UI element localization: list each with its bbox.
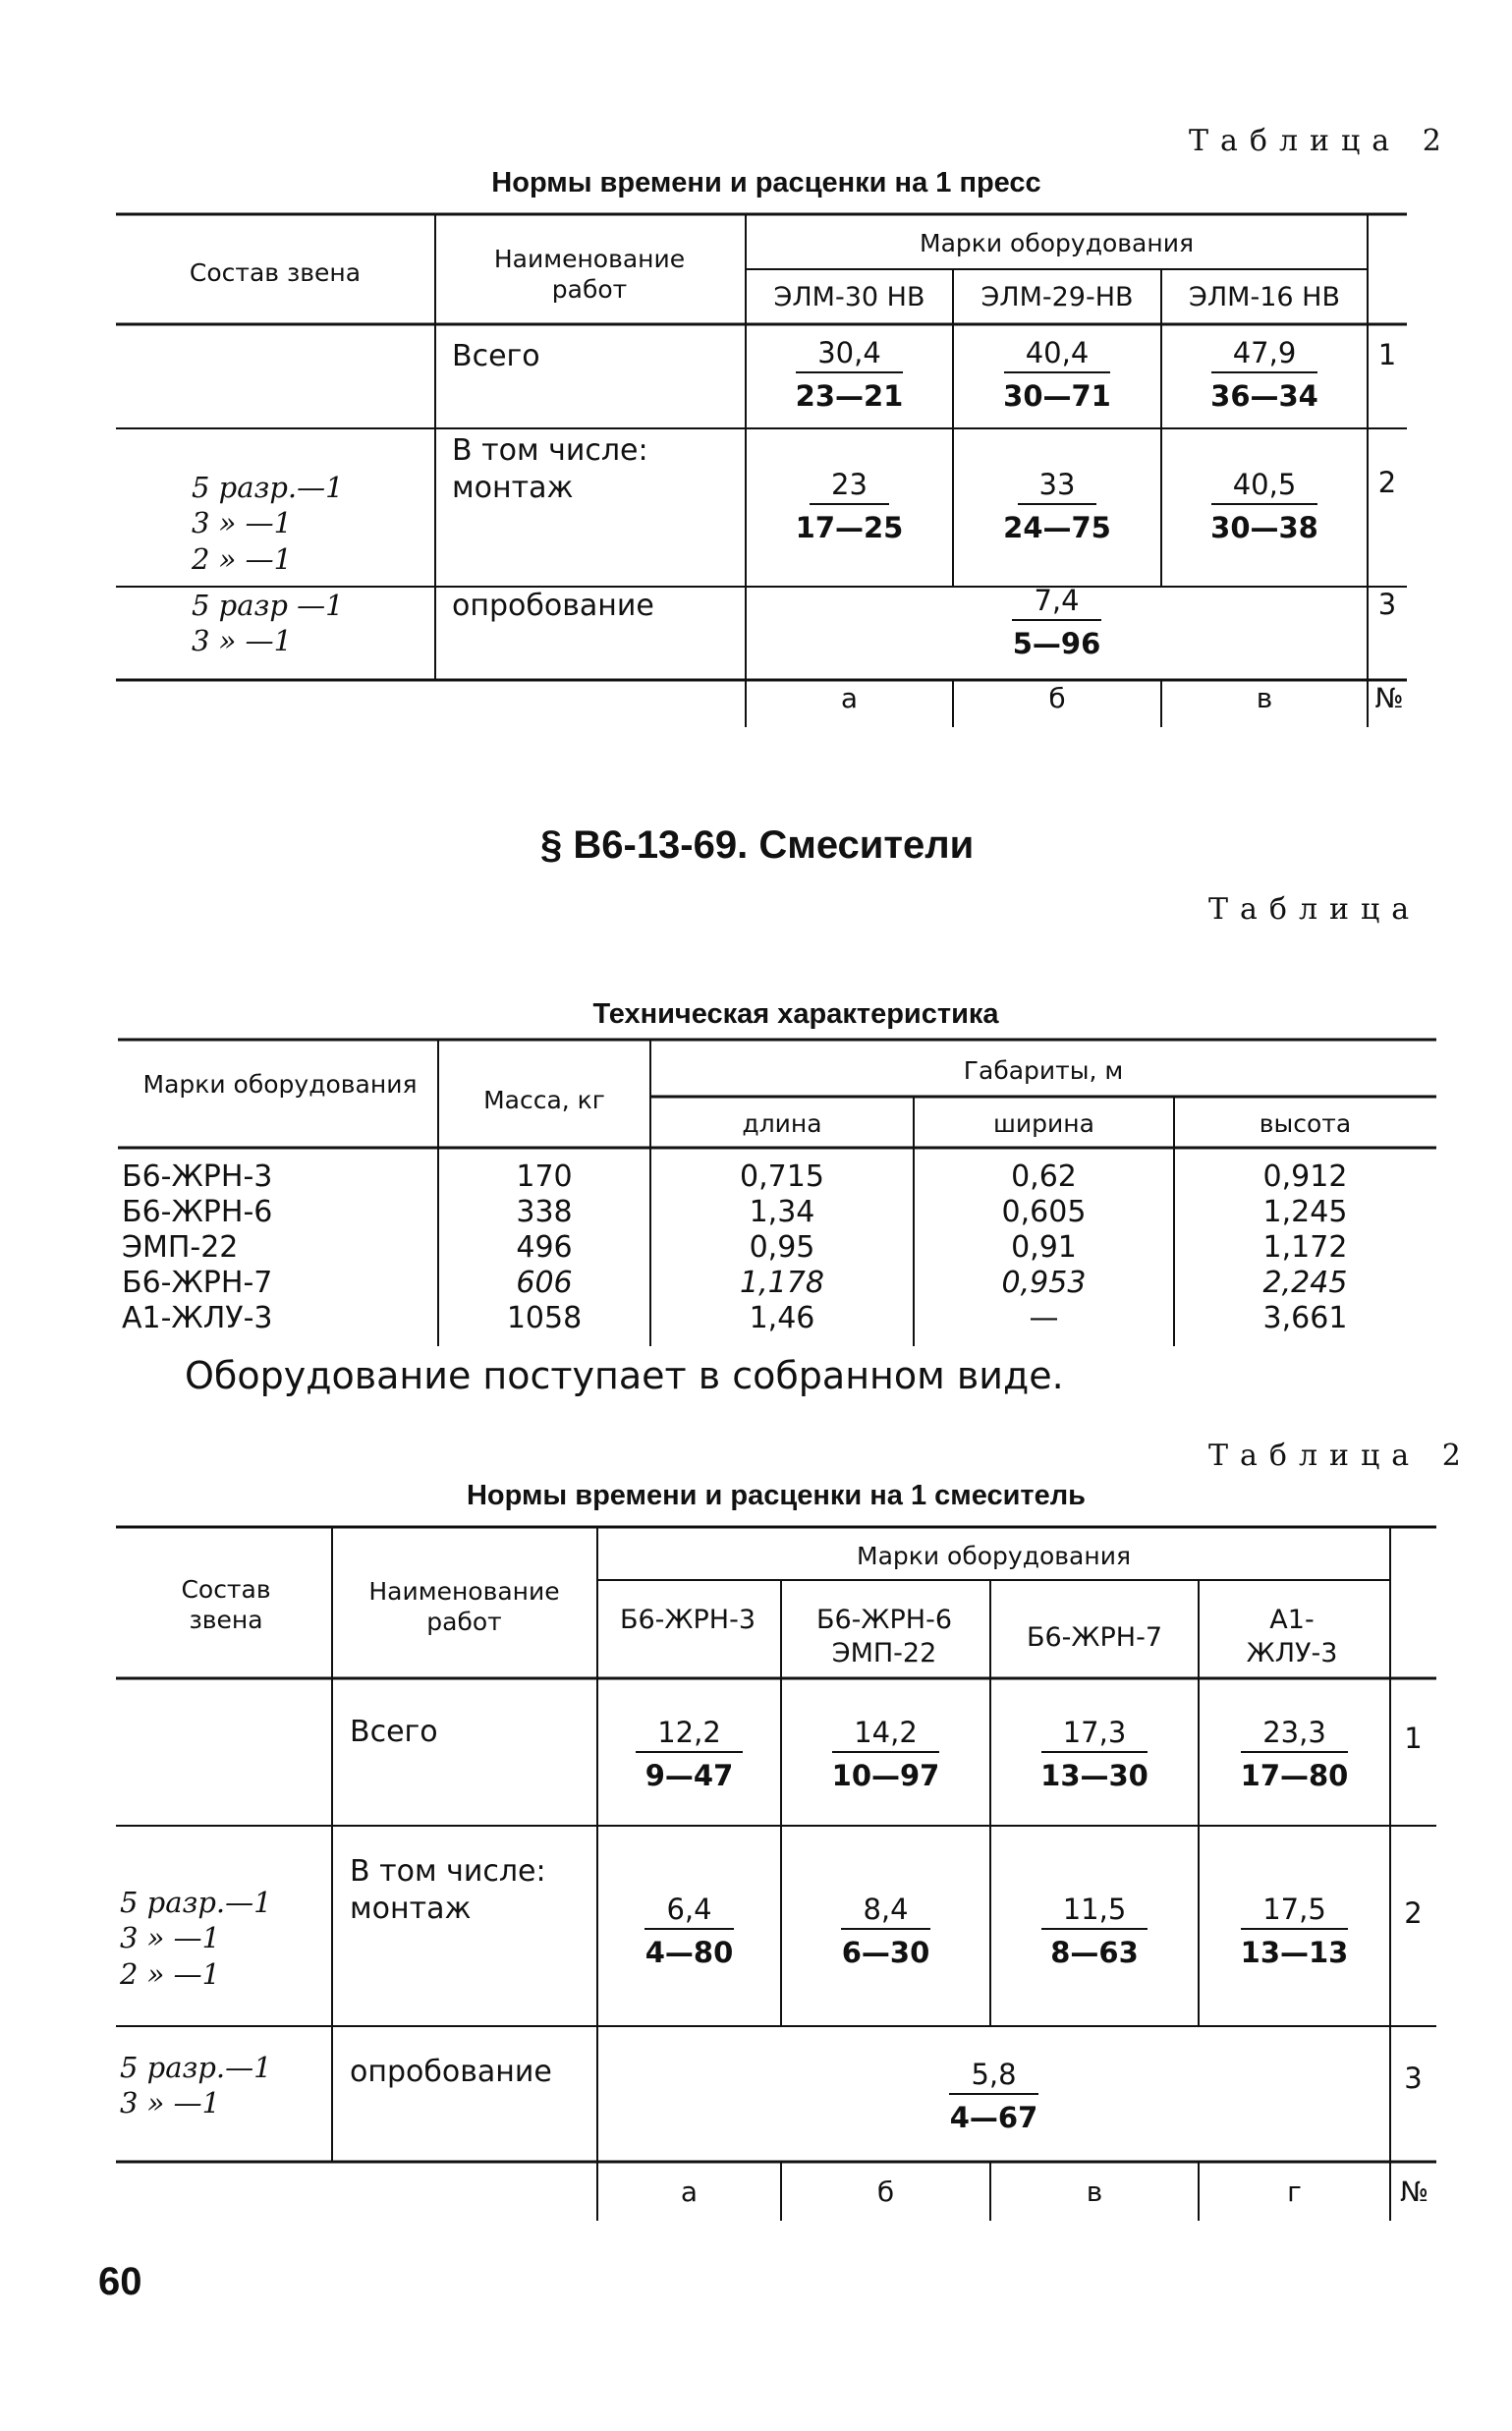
table2-column-letter: в [1086, 2176, 1103, 2208]
rate-time: 40,4 [1004, 336, 1111, 373]
spec-length: 1,178 [740, 1266, 824, 1300]
table2-value [781, 1716, 990, 1792]
table1-col-header: ЭЛМ-29-НВ [980, 282, 1134, 312]
rate-time: 23 [810, 468, 889, 505]
rate-price: 4—67 [949, 2101, 1038, 2134]
spec-length: 1,34 [749, 1195, 815, 1229]
table1-column-letter: а [840, 682, 859, 714]
table1-col-header: ЭЛМ-16 НВ [1189, 282, 1340, 312]
table1-work-cell: опробование [452, 589, 654, 623]
rate-price: 13—13 [1240, 1936, 1349, 1969]
spec-width: 0,62 [1011, 1159, 1077, 1194]
table1-value [953, 336, 1161, 413]
spec-length: 0,95 [749, 1230, 815, 1265]
rate-time: 17,5 [1241, 1893, 1348, 1930]
table2-col-header: А1-ЖЛУ-3 [1246, 1605, 1338, 1668]
spec-brand: Б6-ЖРН-6 [122, 1195, 273, 1229]
spec-brand: ЭМП-22 [122, 1230, 239, 1265]
table1-row-number: 2 [1377, 466, 1397, 499]
rate-price: 13—30 [1040, 1759, 1148, 1792]
table2-work-cell: опробование [350, 2055, 552, 2089]
table2-brands-header: Марки оборудования [857, 1542, 1131, 1570]
specs-note: Оборудование поступает в собранном виде. [185, 1354, 1064, 1397]
specs-brand-header: Марки оборудования [142, 1070, 418, 1099]
table-row [122, 1195, 1436, 1230]
rate-time: 17,3 [1041, 1716, 1148, 1753]
table1-row-number: 3 [1377, 588, 1397, 621]
rate-price: 5—96 [1012, 627, 1101, 660]
table2-value [990, 1716, 1199, 1792]
spec-height: 0,912 [1262, 1159, 1348, 1194]
spec-mass: 170 [516, 1159, 573, 1194]
table2-work-header: Наименование работ [368, 1577, 560, 1637]
table-row [122, 1266, 1436, 1301]
table2-col-header: Б6-ЖРН-7 [1026, 1622, 1163, 1653]
rate-price: 8—63 [1050, 1936, 1139, 1969]
rate-price: 24—75 [1003, 511, 1111, 544]
section-heading: § В6-13-69. Смесители [540, 823, 975, 867]
table2-caption: Нормы времени и расценки на 1 смеситель [466, 1480, 1086, 1511]
table2-row-number: 3 [1404, 2062, 1423, 2095]
table2-value [597, 1716, 781, 1792]
table-row [122, 1159, 1436, 1195]
table1-brands-header: Марки оборудования [920, 229, 1194, 257]
table2-column-letter: б [876, 2176, 895, 2208]
table1-value [1161, 468, 1368, 544]
table2-row-number: 1 [1404, 1722, 1423, 1755]
rate-time: 7,4 [1012, 584, 1100, 621]
table1-value [746, 468, 953, 544]
spec-length: 0,715 [740, 1159, 824, 1194]
rate-time: 8,4 [841, 1893, 929, 1930]
table2-column-letter: а [680, 2176, 699, 2208]
spec-height: 3,661 [1262, 1301, 1348, 1335]
rate-price: 23—21 [795, 379, 904, 413]
table-row [122, 1230, 1436, 1266]
rate-price: 36—34 [1210, 379, 1318, 413]
crew-line: 2 » —1 [192, 541, 293, 576]
spec-height: 1,245 [1262, 1195, 1348, 1229]
table1-row-number: 1 [1377, 338, 1397, 371]
crew-line: 3 » —1 [120, 2086, 221, 2120]
table1-crew-cell [192, 588, 344, 659]
crew-line: 3 » —1 [192, 506, 293, 540]
table2-work-cell: Всего [350, 1715, 438, 1749]
table2-value-merged [597, 2058, 1390, 2134]
rate-price: 6—30 [841, 1936, 930, 1969]
spec-height: 1,172 [1262, 1230, 1348, 1265]
spec-brand: Б6-ЖРН-3 [122, 1159, 273, 1194]
rate-time: 11,5 [1041, 1893, 1148, 1930]
table2-crew-header: Состав звена [181, 1575, 271, 1635]
spec-mass: 1058 [506, 1301, 583, 1335]
spec-mass: 338 [516, 1195, 573, 1229]
table1-column-letter: в [1256, 682, 1273, 714]
specs-label: Таблица [1208, 892, 1422, 927]
specs-height-header: высота [1259, 1109, 1352, 1138]
table2-col-header: Б6-ЖРН-3 [619, 1605, 756, 1635]
crew-line: 5 разр.—1 [120, 1886, 272, 1919]
spec-mass: 606 [516, 1266, 573, 1300]
rate-time: 5,8 [949, 2058, 1037, 2095]
spec-width: — [1029, 1301, 1059, 1335]
rate-price: 30—38 [1210, 511, 1318, 544]
table1-work-header: Наименование работ [493, 245, 686, 305]
spec-height: 2,245 [1262, 1266, 1348, 1300]
crew-line: 2 » —1 [120, 1956, 221, 1991]
rate-price: 17—80 [1240, 1759, 1349, 1792]
table1-column-letter: б [1048, 682, 1066, 714]
table1-work-cell: Всего [452, 339, 540, 373]
rate-time: 6,4 [644, 1893, 733, 1930]
table-row [122, 1301, 1436, 1336]
table2-col-header: Б6-ЖРН-6 ЭМП-22 [815, 1605, 953, 1668]
table2-work-cell: В том числе: монтаж [350, 1854, 546, 1926]
table1-number-sign: № [1374, 682, 1404, 714]
table2-value [1199, 1716, 1390, 1792]
table2-row-number: 2 [1404, 1896, 1423, 1930]
specs-dims-header: Габариты, м [963, 1056, 1124, 1085]
page-number: 60 [98, 2260, 142, 2303]
crew-line: 5 разр.—1 [192, 471, 344, 504]
crew-line: 5 разр.—1 [120, 2051, 272, 2084]
rate-price: 4—80 [644, 1936, 734, 1969]
table1-value [1161, 336, 1368, 413]
spec-brand: Б6-ЖРН-7 [122, 1266, 273, 1300]
crew-line: 3 » —1 [120, 1921, 221, 1955]
spec-mass: 496 [516, 1230, 573, 1265]
spec-width: 0,91 [1011, 1230, 1077, 1265]
spec-brand: А1-ЖЛУ-3 [122, 1301, 273, 1335]
table1-crew-header: Состав звена [189, 258, 362, 287]
table1-label: Таблица 2 [1189, 124, 1453, 158]
rate-time: 30,4 [796, 336, 903, 373]
table1-value [953, 468, 1161, 544]
table2-value [990, 1893, 1199, 1969]
table2-crew-cell [120, 2050, 272, 2121]
specs-width-header: ширина [993, 1109, 1094, 1138]
table2-crew-cell [120, 1885, 272, 1992]
spec-width: 0,605 [1001, 1195, 1087, 1229]
table1-col-header: ЭЛМ-30 НВ [773, 282, 925, 312]
specs-mass-header: Масса, кг [483, 1086, 605, 1114]
table1-crew-cell [192, 470, 344, 577]
rate-time: 14,2 [832, 1716, 939, 1753]
crew-line: 5 разр —1 [192, 589, 344, 622]
table1-value [746, 336, 953, 413]
rate-price: 30—71 [1003, 379, 1111, 413]
crew-line: 3 » —1 [192, 624, 293, 658]
rate-time: 12,2 [636, 1716, 743, 1753]
table2-value [781, 1893, 990, 1969]
table1-caption: Нормы времени и расценки на 1 пресс [491, 167, 1041, 198]
specs-caption: Техническая характеристика [592, 998, 999, 1030]
rate-time: 23,3 [1241, 1716, 1348, 1753]
rate-time: 33 [1018, 468, 1097, 505]
rate-time: 47,9 [1211, 336, 1318, 373]
spec-length: 1,46 [749, 1301, 815, 1335]
table2-value [597, 1893, 781, 1969]
specs-length-header: длина [742, 1109, 822, 1138]
table1-work-cell: В том числе: монтаж [452, 433, 648, 505]
table1-value-merged [746, 584, 1368, 660]
table2-column-letter: г [1287, 2176, 1302, 2208]
table2-label: Таблица 2 [1208, 1439, 1473, 1473]
spec-width: 0,953 [1001, 1266, 1087, 1300]
specs-table [122, 1159, 1436, 1336]
table2-value [1199, 1893, 1390, 1969]
table2-number-sign: № [1399, 2176, 1429, 2208]
rate-price: 17—25 [795, 511, 904, 544]
rate-price: 9—47 [644, 1759, 734, 1792]
rate-time: 40,5 [1211, 468, 1318, 505]
rate-price: 10—97 [831, 1759, 940, 1792]
